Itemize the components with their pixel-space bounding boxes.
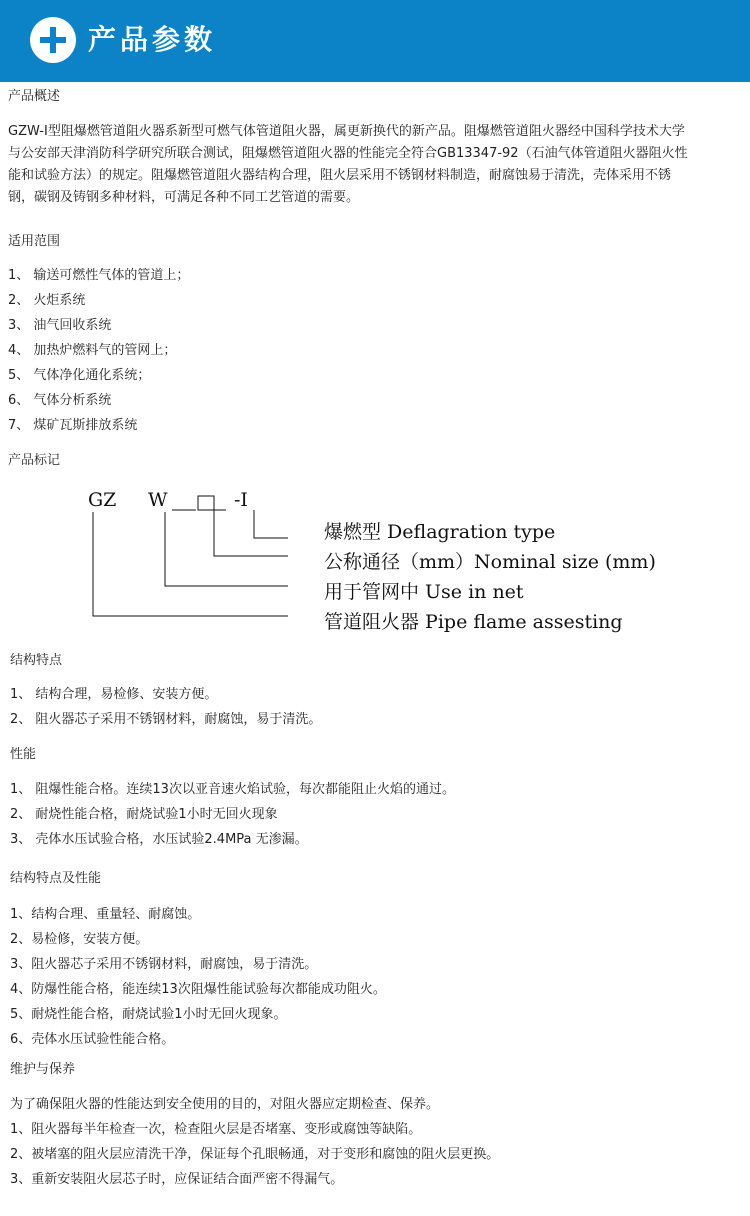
overview-paragraph <box>8 121 742 209</box>
list-item: 3、阻火器芯子采用不锈钢材料，耐腐蚀，易于清洗。 <box>10 957 318 972</box>
header-banner <box>0 0 750 82</box>
list-item: 3、 壳体水压试验合格，水压试验2.4MPa 无渗漏。 <box>10 832 308 847</box>
list-item: 2、易检修，安装方便。 <box>10 932 149 947</box>
marking-label: 公称通径（mm）Nominal size (mm) <box>324 551 656 573</box>
overview-line: 与公安部天津消防科学研究所联合测试，阻爆燃管道阻火器的性能完全符合GB13347-92（石油气体管道阻火器阻火性 <box>8 146 688 161</box>
marking-label: 管道阻火器 Pipe flame assesting <box>324 611 623 633</box>
list-item: 2、被堵塞的阻火层应清洗干净，保证每个孔眼畅通，对于变形和腐蚀的阻火层更换。 <box>10 1147 500 1162</box>
section-heading-scope: 适用范围 <box>8 234 61 249</box>
section-heading-structure: 结构特点 <box>10 653 63 668</box>
section-heading-performance: 性能 <box>10 747 37 762</box>
list-item: 2、 耐烧性能合格，耐烧试验1小时无回火现象 <box>10 807 278 822</box>
list-item: 6、 气体分析系统 <box>8 393 112 408</box>
banner-title: 产品参数 <box>88 23 217 56</box>
section-heading-structure-performance: 结构特点及性能 <box>10 871 102 886</box>
list-item: 1、 输送可燃性气体的管道上； <box>8 268 190 283</box>
list-item: 2、 火炬系统 <box>8 293 86 308</box>
list-item: 7、 煤矿瓦斯排放系统 <box>8 418 138 433</box>
list-item: 2、 阻火器芯子采用不锈钢材料，耐腐蚀，易于清洗。 <box>10 712 322 727</box>
list-item: 5、 气体净化通化系统； <box>8 368 151 383</box>
code-suffix: -I <box>234 489 248 511</box>
code-gz: GZ <box>88 489 117 511</box>
list-item: 3、重新安装阻火层芯子时，应保证结合面严密不得漏气。 <box>10 1172 344 1187</box>
plus-icon <box>30 17 76 63</box>
connector-line <box>214 510 288 556</box>
overview-line: 钢，碳钢及铸钢多种材料，可满足各种不同工艺管道的需要。 <box>8 190 360 205</box>
section-heading-marking: 产品标记 <box>8 453 61 468</box>
list-item: 为了确保阻火器的性能达到安全使用的目的，对阻火器应定期检查、保养。 <box>10 1097 440 1112</box>
marking-label: 爆燃型 Deflagration type <box>324 521 556 543</box>
list-item: 1、结构合理、重量轻、耐腐蚀。 <box>10 907 201 922</box>
overview-line: 能和试验方法）的规定。阻爆燃管道阻火器结构合理，阻火层采用不锈钢材料制造，耐腐蚀易于清洗，壳体采用不锈 <box>8 168 672 183</box>
connector-line <box>93 512 288 616</box>
list-item: 6、壳体水压试验性能合格。 <box>10 1032 175 1047</box>
section-heading-overview: 产品概述 <box>8 89 61 104</box>
list-item: 5、耐烧性能合格，耐烧试验1小时无回火现象。 <box>10 1007 287 1022</box>
connector-line <box>165 512 288 586</box>
product-marking-diagram <box>0 480 750 640</box>
list-item: 4、防爆性能合格，能连续13次阻爆性能试验每次都能成功阻火。 <box>10 982 386 997</box>
list-item: 3、 油气回收系统 <box>8 318 112 333</box>
list-item: 1、 阻爆性能合格。连续13次以亚音速火焰试验，每次都能阻止火焰的通过。 <box>10 782 455 797</box>
section-heading-maintenance: 维护与保养 <box>10 1062 76 1077</box>
overview-line: GZW-I型阻爆燃管道阻火器系新型可燃气体管道阻火器，属更新换代的新产品。阻爆燃管道阻火器经中国科学技术大学 <box>8 124 685 139</box>
code-w: W <box>148 489 168 511</box>
connector-line <box>254 510 288 538</box>
marking-label: 用于管网中 Use in net <box>324 581 524 603</box>
code-size-box <box>198 496 214 510</box>
list-item: 4、 加热炉燃料气的管网上； <box>8 343 177 358</box>
list-item: 1、 结构合理，易检修、安装方便。 <box>10 687 218 702</box>
list-item: 1、阻火器每半年检查一次，检查阻火层是否堵塞、变形或腐蚀等缺陷。 <box>10 1122 422 1137</box>
